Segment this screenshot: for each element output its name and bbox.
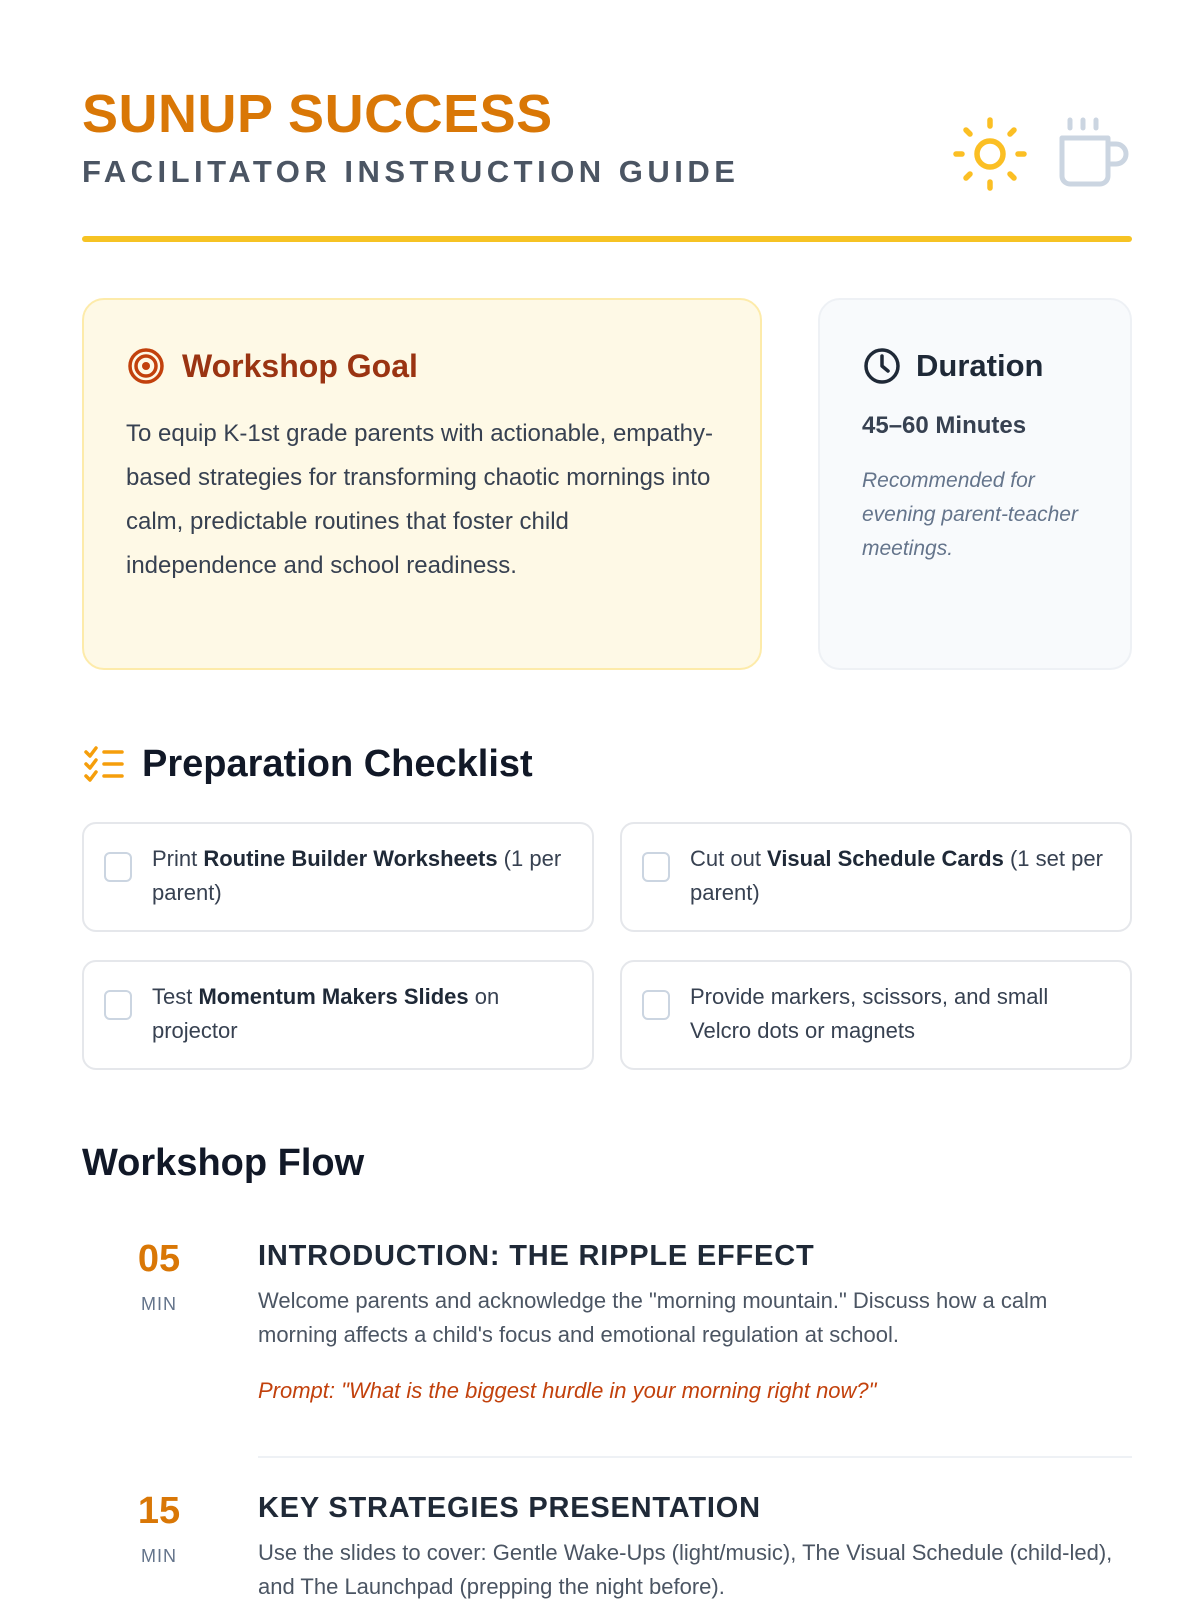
checkbox[interactable] — [104, 852, 132, 882]
workshop-goal-text: To equip K-1st grade parents with actionable, empathy-based strategies for transforming chaotic mornings into calm, predictable routines that foster child independence and school readiness. — [126, 420, 714, 579]
checklist-title: Preparation Checklist — [142, 742, 533, 785]
duration-value: 45–60 Minutes — [862, 412, 1027, 439]
workshop-goal-heading — [126, 346, 418, 386]
page-title: SUNUP SUCCESS — [82, 84, 553, 144]
step-prompt: Prompt: "What is the biggest hurdle in your morning right now?" — [258, 1378, 877, 1403]
workshop-goal-title: Workshop Goal — [182, 347, 418, 384]
duration-title: Duration — [916, 348, 1044, 383]
step-minutes: 15 — [137, 1490, 181, 1532]
checklist-item-text-pre: Cut out — [690, 846, 768, 871]
target-icon — [126, 346, 166, 386]
clock-icon — [862, 346, 902, 386]
checklist-heading — [82, 742, 533, 786]
checklist-item[interactable] — [620, 822, 1132, 932]
instruction-guide-page — [82, 0, 1132, 1599]
duration-note: Recommended for evening parent-teacher meetings. — [862, 469, 1078, 560]
checklist-item-text-post: on projector — [152, 984, 500, 1043]
flow-step — [82, 1236, 1132, 1466]
workshop-goal-card — [82, 298, 762, 670]
checklist-icon — [82, 742, 126, 786]
checklist-item-text — [152, 980, 572, 1048]
checkbox[interactable] — [642, 990, 670, 1020]
checkbox[interactable] — [104, 990, 132, 1020]
duration-heading — [862, 346, 1043, 386]
checklist-item-text-post: (1 set per parent) — [690, 846, 1103, 905]
checkbox[interactable] — [642, 852, 670, 882]
flow-step — [82, 1488, 1132, 1600]
step-description: Use the slides to cover: Gentle Wake-Ups (light/music), The Visual Schedule (child-led), and The Launchpad (prepping the night before). — [258, 1540, 1113, 1599]
workshop-flow-title: Workshop Flow — [82, 1142, 365, 1184]
step-title: INTRODUCTION: THE RIPPLE EFFECT — [258, 1240, 815, 1272]
step-minutes: 05 — [137, 1238, 181, 1280]
checklist-item-text — [690, 842, 1110, 910]
checklist-item-text — [690, 980, 1110, 1048]
page-subtitle: FACILITATOR INSTRUCTION GUIDE — [82, 154, 740, 189]
sun-icon — [952, 116, 1028, 192]
checklist-item[interactable] — [82, 822, 594, 932]
checklist-item[interactable] — [82, 960, 594, 1070]
header-icons — [952, 116, 1132, 196]
step-description: Welcome parents and acknowledge the "morning mountain." Discuss how a calm morning affects a child's focus and emotional regulation at school. — [258, 1288, 1048, 1347]
checklist-item-text-pre: Test — [152, 984, 199, 1009]
coffee-mug-icon — [1056, 116, 1132, 192]
duration-card — [818, 298, 1132, 670]
checklist-item-text-bold: Routine Builder Worksheets — [203, 846, 498, 871]
step-divider — [258, 1456, 1132, 1458]
checklist-item[interactable] — [620, 960, 1132, 1070]
step-minutes-unit: MIN — [141, 1546, 177, 1566]
step-minutes-unit: MIN — [141, 1294, 177, 1314]
header — [82, 0, 1132, 242]
step-title: KEY STRATEGIES PRESENTATION — [258, 1492, 761, 1524]
header-divider — [82, 236, 1132, 242]
checklist-item-text-post: (1 per parent) — [152, 846, 562, 905]
checklist-item-text-bold: Visual Schedule Cards — [767, 846, 1004, 871]
checklist-item-text-pre: Print — [152, 846, 204, 871]
checklist-item-text — [152, 842, 572, 910]
checklist-item-text-bold: Momentum Makers Slides — [198, 984, 469, 1009]
checklist-item-text-pre: Provide markers, scissors, and small Velcro dots or magnets — [690, 984, 1049, 1043]
